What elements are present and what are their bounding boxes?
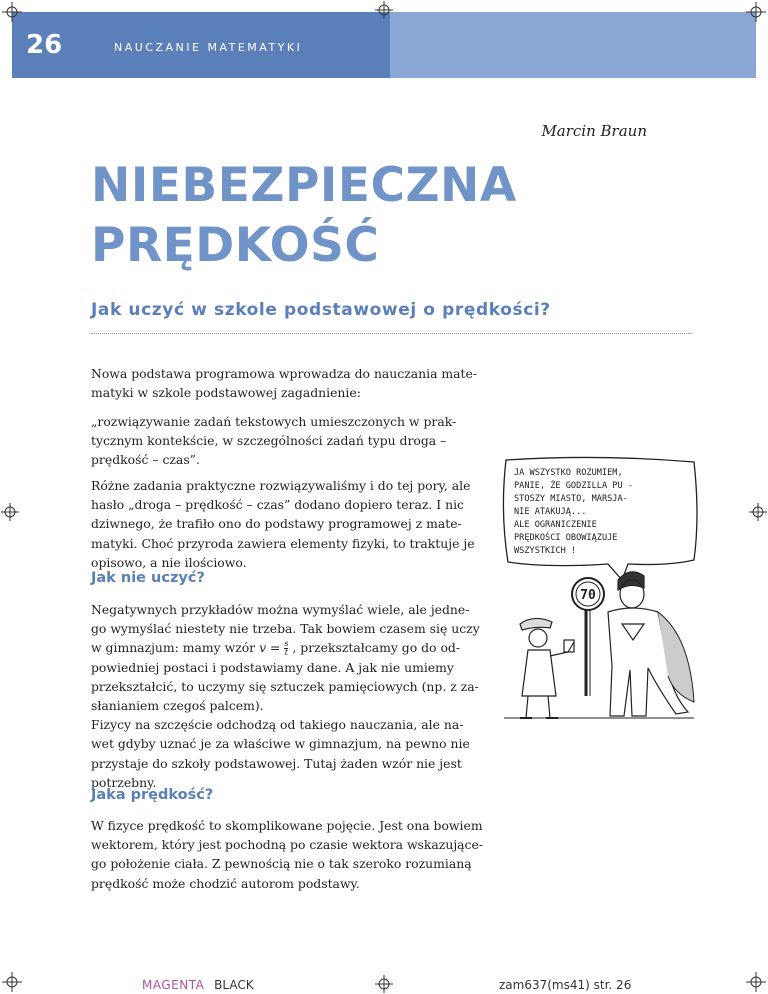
section-title: NAUCZANIE MATEMATYKI — [114, 41, 303, 54]
speech-line: PANIE, ŻE GODZILLA PU - — [514, 481, 633, 491]
text-line: tycznym kontekście, w szczególności zadań typu droga – — [91, 433, 447, 449]
text-line: W fizyce prędkość to skomplikowane pojęcie. Jest ona bowiem — [91, 818, 483, 833]
crop-mark-icon — [2, 2, 22, 22]
paragraph-2 — [91, 476, 487, 572]
crop-mark-icon — [746, 972, 766, 992]
text-line: powiedniej postaci i podstawiamy dane. A jak nie umiemy — [91, 659, 454, 675]
page-number: 26 — [26, 30, 63, 60]
speech-line: JA WSZYSTKO ROZUMIEM, — [514, 468, 623, 478]
color-black: BLACK — [214, 978, 254, 992]
formula-lhs: v = — [259, 640, 281, 656]
text-segment: , przekształcamy go do od- — [292, 640, 461, 656]
text-line: prędkość – czas”. — [91, 452, 200, 468]
header-band-light — [390, 12, 756, 78]
text-line: prędkość może chodzić autorom podstawy. — [91, 875, 360, 891]
job-slug: zam637(ms41) str. 26 — [499, 978, 632, 992]
speed-limit-sign — [572, 578, 604, 696]
article-title — [91, 156, 651, 276]
speech-line: NIE ATAKUJĄ... — [514, 507, 587, 517]
crop-mark-icon — [746, 2, 766, 22]
formula-denominator: t — [284, 648, 288, 658]
formula-fraction — [284, 640, 288, 657]
registration-mark-icon — [375, 975, 393, 993]
text-line: przystaje do szkoły podstawowej. Tutaj żaden wzór nie jest — [91, 755, 462, 771]
text-line: Nowa podstawa programowa wprowadza do nauczania mate- — [91, 366, 478, 381]
formula — [259, 639, 292, 658]
text-line: „rozwiązywanie zadań tekstowych umieszczonych w prak- — [91, 414, 457, 429]
quote-paragraph — [91, 412, 487, 470]
crop-mark-icon — [2, 972, 22, 992]
registration-mark-icon — [1, 503, 19, 521]
title-line-2: PRĘDKOŚĆ — [91, 218, 380, 273]
dotted-divider — [91, 333, 691, 334]
text-line: matyki w szkole podstawowej zagadnienie: — [91, 385, 361, 401]
text-line: słanianiem czegoś palcem). — [91, 698, 264, 714]
speech-line: STOSZY MIASTO, MARSJA- — [514, 494, 628, 504]
policeman — [520, 618, 574, 718]
speech-line: ALE OGRANICZENIE — [514, 520, 597, 530]
paragraph-4 — [91, 816, 487, 893]
color-slug — [142, 978, 254, 992]
registration-mark-icon — [749, 503, 767, 521]
text-line: dziwnego, że trafiło ono do podstawy programowej z mate- — [91, 516, 462, 532]
section-heading: Jaka prędkość? — [91, 787, 214, 803]
text-line: wektorem, który jest pochodną po czasie wektora wskazujące- — [91, 837, 484, 853]
text-line: opisowo, a nie ilościowo. — [91, 554, 247, 570]
text-line: Fizycy na szczęście odchodzą od takiego nauczania, ale na- — [91, 717, 464, 733]
title-line-1: NIEBEZPIECZNA — [91, 158, 517, 213]
cartoon-illustration — [498, 456, 700, 722]
text-line: go położenie ciała. Z pewnością nie o tak szeroko rozumianą — [91, 856, 472, 872]
text-line: matyki. Choć przyroda zawiera elementy fizyki, to traktuje je — [91, 535, 475, 551]
text-line: Negatywnych przykładów można wymyślać wiele, ale jedne- — [91, 602, 470, 617]
formula-line — [91, 638, 487, 657]
author-name: Marcin Braun — [541, 122, 647, 140]
intro-paragraph — [91, 364, 487, 402]
text-line: Różne zadania praktyczne rozwiązywaliśmy i do tej pory, ale — [91, 478, 471, 493]
color-magenta: MAGENTA — [142, 978, 205, 992]
speed-sign-value: 70 — [580, 588, 596, 603]
paragraph-3 — [91, 600, 487, 792]
text-segment: w gimnazjum: mamy wzór — [91, 640, 256, 656]
speech-line: WSZYSTKICH ! — [514, 546, 577, 556]
speech-line: PRĘDKOŚCI OBOWIĄZUJE — [514, 533, 618, 543]
formula-numerator: s — [284, 639, 289, 649]
text-line: go wymyślać niestety nie trzeba. Tak bowiem czasem się uczy — [91, 621, 480, 637]
text-line: potrzebny. — [91, 774, 157, 790]
registration-mark-icon — [375, 1, 393, 19]
section-heading: Jak nie uczyć? — [91, 570, 205, 586]
superhero — [608, 572, 694, 716]
text-line: wet gdyby uznać je za właściwe w gimnazjum, na pewno nie — [91, 736, 470, 752]
text-line: hasło „droga – prędkość – czas” dodano dopiero teraz. I nic — [91, 497, 464, 513]
article-subtitle: Jak uczyć w szkole podstawowej o prędkości? — [91, 300, 551, 320]
text-line: przekształcić, to uczymy się sztuczek pamięciowych (np. z za- — [91, 678, 479, 694]
